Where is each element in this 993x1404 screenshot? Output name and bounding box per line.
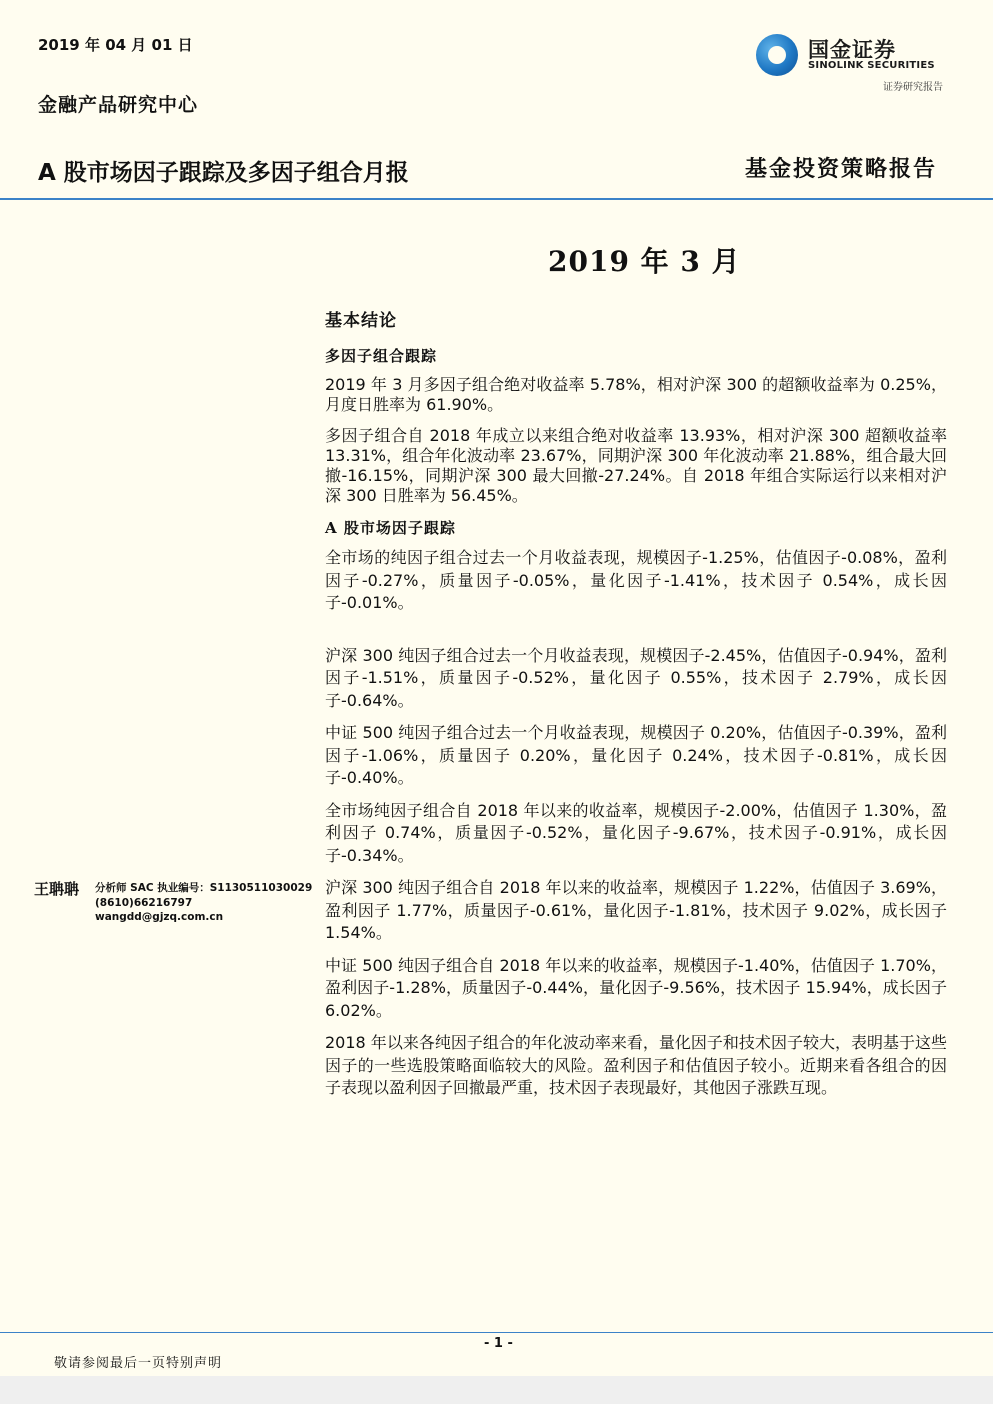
- report-type: 基金投资策略报告: [744, 156, 937, 182]
- paragraph-zz500-monthly: 中证 500 纯因子组合过去一个月收益表现，规模因子 0.20%，估值因子-0.39%，盈利因子-1.06%，质量因子 0.20%，量化因子 0.24%，技术因子-0.81%，成长因子-0.40%。: [325, 723, 947, 787]
- page-bottom-band: [0, 1376, 993, 1404]
- paragraph-multi-factor-monthly: 2019 年 3 月多因子组合绝对收益率 5.78%，相对沪深 300 的超额收益率为 0.25%，月度日胜率为 61.90%。: [325, 375, 947, 414]
- report-period: 2019 年 3 月: [548, 245, 741, 278]
- subsection-title-a-share: A 股市场因子跟踪: [325, 519, 456, 537]
- paragraph-hs300-monthly: 沪深 300 纯因子组合过去一个月收益表现，规模因子-2.45%，估值因子-0.94%，盈利因子-1.51%，质量因子-0.52%，量化因子 0.55%，技术因子 2.79%，成长因子-0.64%。: [325, 645, 947, 710]
- department-name: 金融产品研究中心: [38, 94, 199, 116]
- paragraph-hs300-since-2018: 沪深 300 纯因子组合自 2018 年以来的收益率，规模因子 1.22%，估值因子 3.69%，盈利因子 1.77%，质量因子-0.61%，量化因子-1.81%，技术因子 9.02%，成长因子 1.54%。: [325, 878, 947, 942]
- header-divider: [0, 198, 993, 200]
- paragraph-zz500-since-2018: 中证 500 纯因子组合自 2018 年以来的收益率，规模因子-1.40%，估值因子 1.70%，盈利因子-1.28%，质量因子-0.44%，量化因子-9.56%，技术因子 15.94%，成长因子 6.02%。: [325, 955, 947, 1020]
- main-content: [325, 306, 947, 1110]
- report-title: A 股市场因子跟踪及多因子组合月报: [38, 160, 409, 186]
- analyst-contact: [95, 881, 312, 925]
- analyst-email[interactable]: wangdd@gjzq.com.cn: [95, 911, 224, 923]
- paragraph-volatility-summary: 2018 年以来各纯因子组合的年化波动率来看，量化因子和技术因子较大，表明基于这些因子的一些选股策略面临较大的风险。盈利因子和估值因子较小。近期来看各组合的因子表现以盈利因子回撤最严重，技术因子表现最好，其他因子涨跌互现。: [325, 1033, 947, 1097]
- footer-divider: [0, 1332, 993, 1333]
- paragraph-multi-factor-since-2018: 多因子组合自 2018 年成立以来组合绝对收益率 13.93%，相对沪深 300 超额收益率 13.31%，组合年化波动率 23.67%，同期沪深 300 年化波动率 21.88%，组合最大回撤-16.15%，同期沪深 300 最大回撤-27.24%。自 2018 年组合实际运行以来相对沪深 300 日胜率为 56.45%。: [325, 426, 947, 505]
- analyst-sac-number: 分析师 SAC 执业编号：S1130511030029: [95, 882, 313, 894]
- company-logo: [756, 30, 944, 78]
- page-number: - 1 -: [484, 1336, 513, 1351]
- analyst-name: 王聃聃: [34, 880, 80, 898]
- logo-circle-icon: [756, 34, 798, 76]
- report-tag: 证券研究报告: [883, 82, 943, 93]
- disclaimer-note: 敬请参阅最后一页特别声明: [54, 1356, 223, 1371]
- subsection-title-multi-factor: 多因子组合跟踪: [325, 347, 438, 365]
- analyst-phone: (8610)66216797: [95, 896, 193, 909]
- section-title-basic-conclusion: 基本结论: [325, 311, 397, 331]
- paragraph-market-monthly: 全市场的纯因子组合过去一个月收益表现，规模因子-1.25%，估值因子-0.08%，盈利因子-0.27%，质量因子-0.05%，量化因子-1.41%，技术因子 0.54%，成长因子-0.01%。: [325, 548, 947, 612]
- logo-cn-text: 国金证券: [808, 38, 896, 62]
- logo-en-text: SINOLINK SECURITIES: [808, 60, 935, 71]
- report-date: 2019 年 04 月 01 日: [38, 36, 193, 54]
- paragraph-market-since-2018: 全市场纯因子组合自 2018 年以来的收益率，规模因子-2.00%，估值因子 1.30%，盈利因子 0.74%，质量因子-0.52%，量化因子-9.67%，技术因子-0.91%，成长因子-0.34%。: [325, 800, 947, 865]
